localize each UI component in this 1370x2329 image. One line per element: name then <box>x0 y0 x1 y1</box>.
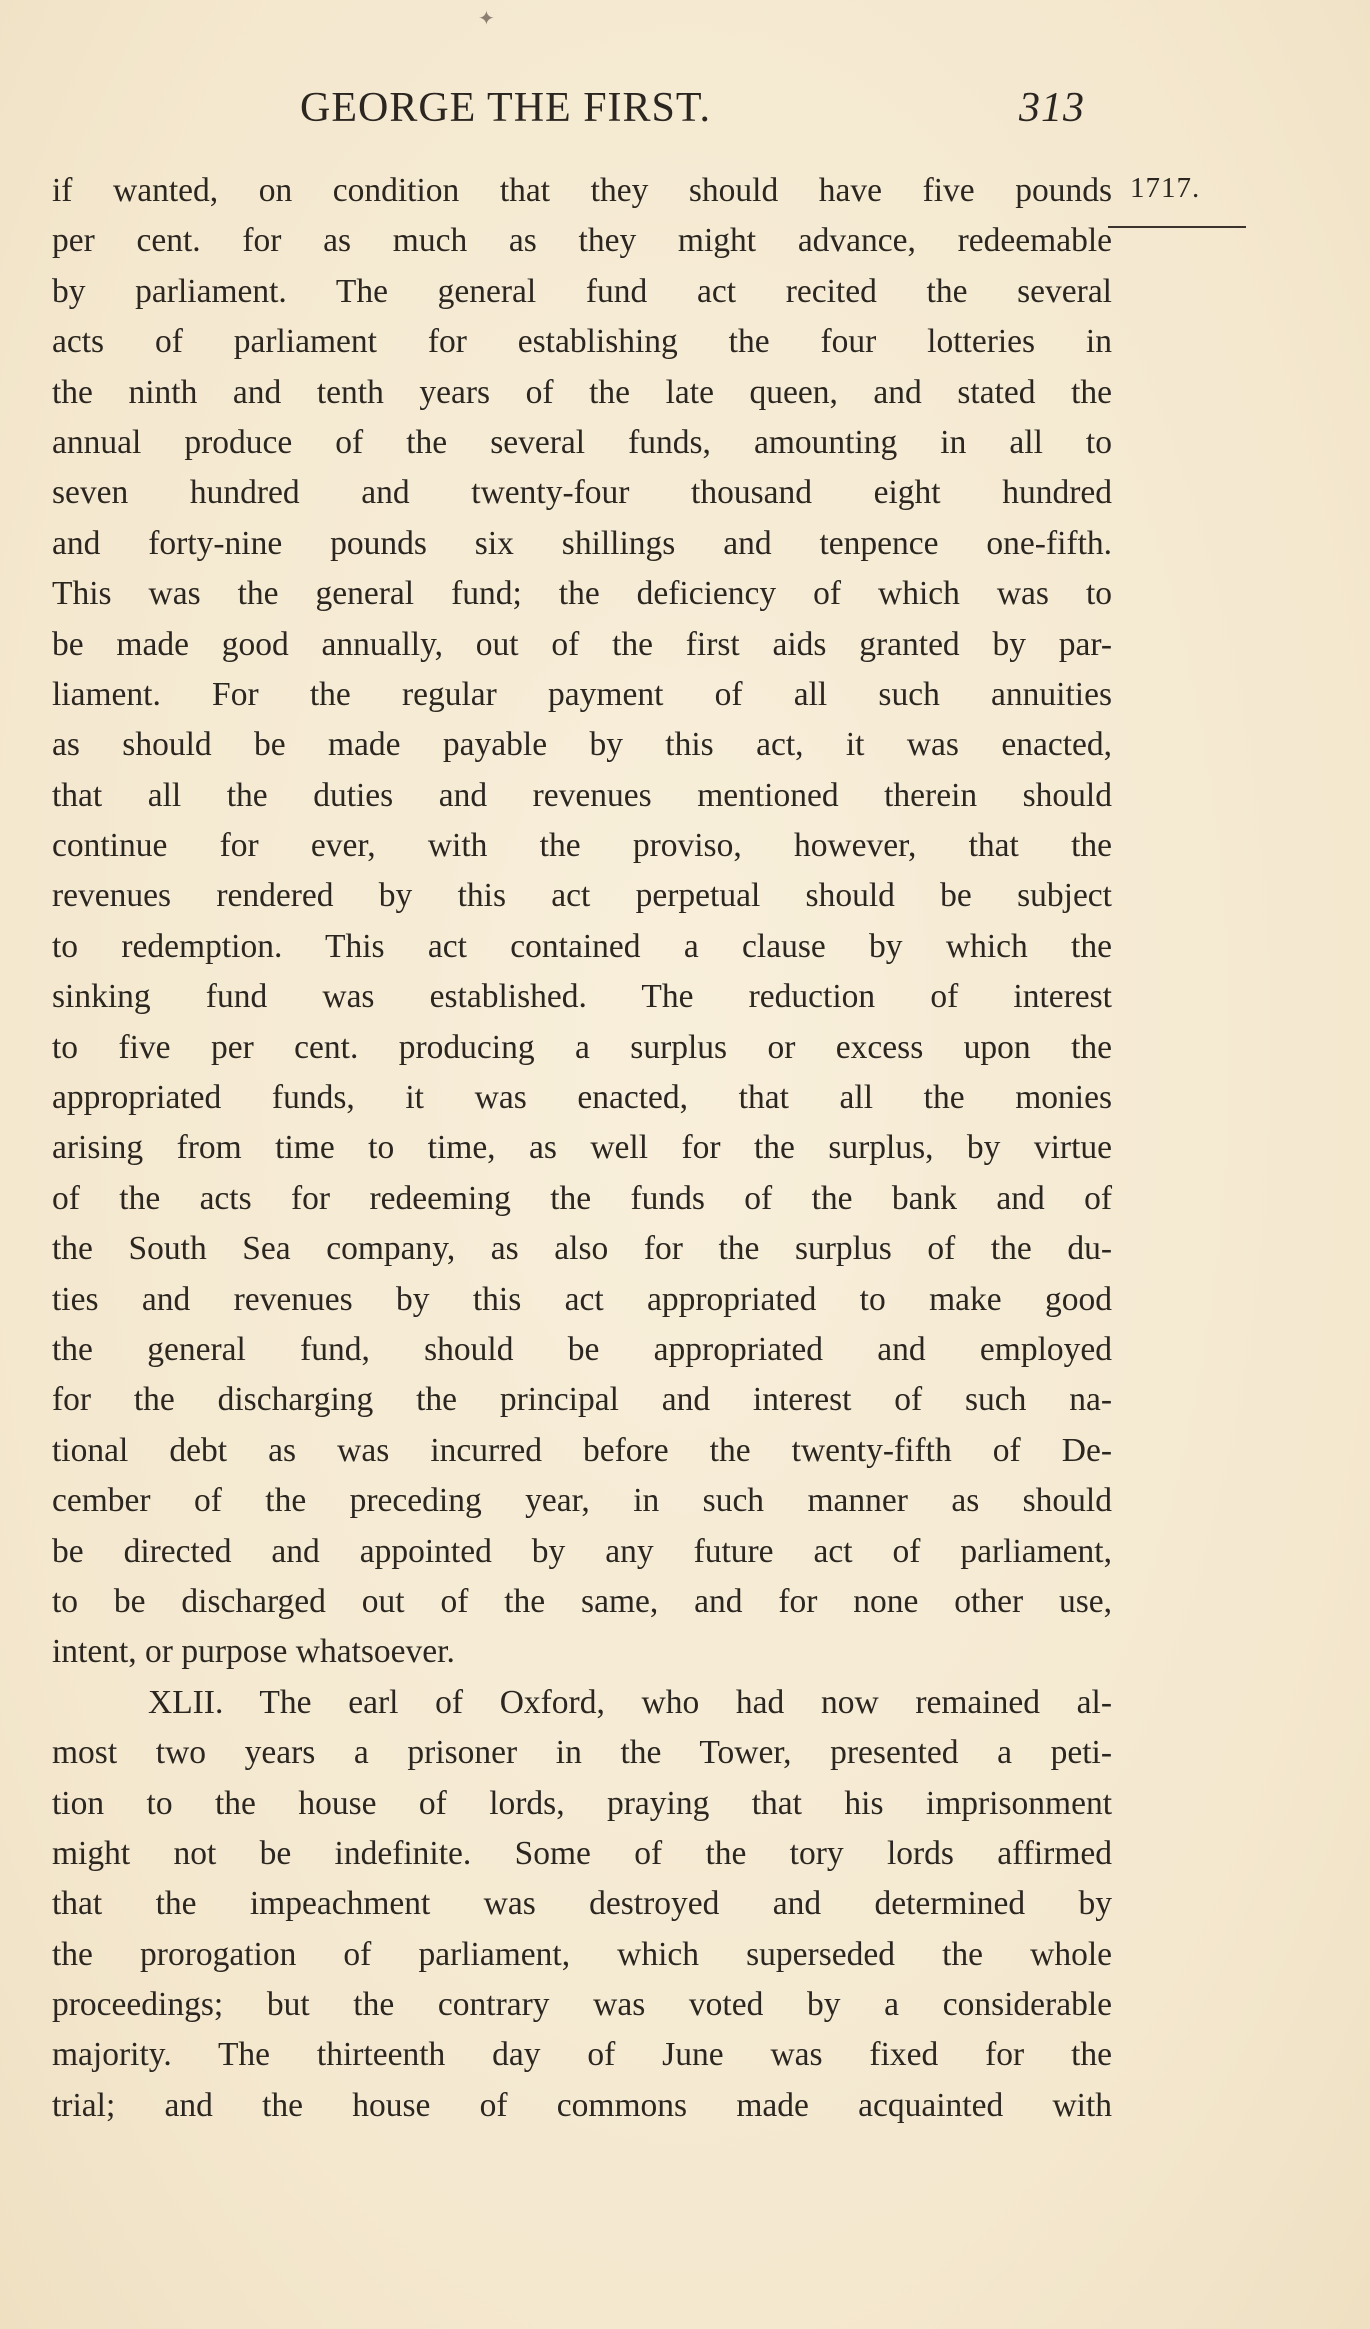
margin-rule <box>1108 226 1246 228</box>
text-line: annual produce of the several funds, amounting in all to <box>52 423 1112 461</box>
text-line: most two years a prisoner in the Tower, presented a peti- <box>52 1734 1112 1772</box>
text-line: sinking fund was established. The reduction of interest <box>52 978 1112 1016</box>
text-line: per cent. for as much as they might advance, redeemable <box>52 222 1112 260</box>
text-line: trial; and the house of commons made acquainted with <box>52 2086 1112 2124</box>
text-line: the prorogation of parliament, which superseded the whole <box>52 1935 1112 1973</box>
text-line: acts of parliament for establishing the four lotteries in <box>52 323 1112 361</box>
text-line: the ninth and tenth years of the late queen, and stated the <box>52 373 1112 411</box>
text-line: as should be made payable by this act, it was enacted, <box>52 726 1112 764</box>
text-line: to five per cent. producing a surplus or excess upon the <box>52 1028 1112 1066</box>
text-line: if wanted, on condition that they should have five pounds <box>52 172 1112 209</box>
text-line: majority. The thirteenth day of June was fixed for the <box>52 2036 1112 2074</box>
text-line: continue for ever, with the proviso, however, that the <box>52 827 1112 865</box>
text-line: proceedings; but the contrary was voted by a considerable <box>52 1986 1112 2024</box>
text-line: that all the duties and revenues mentioned therein should <box>52 776 1112 814</box>
text-line: to redemption. This act contained a clause by which the <box>52 927 1112 965</box>
text-line: revenues rendered by this act perpetual should be subject <box>52 877 1112 915</box>
text-line: the general fund, should be appropriated and employed <box>52 1330 1112 1368</box>
text-line: for the discharging the principal and interest of such na- <box>52 1381 1112 1419</box>
text-line: ties and revenues by this act appropriated to make good <box>52 1280 1112 1318</box>
text-line: and forty-nine pounds six shillings and tenpence one-fifth. <box>52 524 1112 562</box>
text-line: tional debt as was incurred before the twenty-fifth of De- <box>52 1431 1112 1469</box>
margin-year-note: 1717. <box>1130 172 1201 204</box>
section-start-line: XLII. The earl of Oxford, who had now remained al- <box>148 1683 1112 1721</box>
body-text <box>52 166 1112 2131</box>
text-line: arising from time to time, as well for the surplus, by virtue <box>52 1129 1112 1167</box>
text-line: the South Sea company, as also for the surplus of the du- <box>52 1230 1112 1268</box>
text-line: might not be indefinite. Some of the tory lords affirmed <box>52 1834 1112 1872</box>
text-line: be directed and appointed by any future act of parliament, <box>52 1532 1112 1570</box>
text-line: seven hundred and twenty-four thousand eight hundred <box>52 474 1112 512</box>
text-line: intent, or purpose whatsoever. <box>52 1633 455 1671</box>
text-line: that the impeachment was destroyed and determined by <box>52 1885 1112 1923</box>
text-line: of the acts for redeeming the funds of the bank and of <box>52 1179 1112 1217</box>
text-line: appropriated funds, it was enacted, that all the monies <box>52 1079 1112 1117</box>
text-line: be made good annually, out of the first aids granted by par- <box>52 625 1112 663</box>
ornament-mark: ✦ <box>478 8 495 30</box>
text-line: by parliament. The general fund act recited the several <box>52 272 1112 310</box>
running-head <box>300 84 1085 144</box>
text-line: This was the general fund; the deficiency of which was to <box>52 575 1112 613</box>
text-line: to be discharged out of the same, and for none other use, <box>52 1582 1112 1620</box>
text-line: cember of the preceding year, in such manner as should <box>52 1482 1112 1520</box>
page-number: 313 <box>1019 85 1085 131</box>
text-line: tion to the house of lords, praying that his imprisonment <box>52 1784 1112 1822</box>
text-line: liament. For the regular payment of all such annuities <box>52 675 1112 713</box>
running-head-title: GEORGE THE FIRST. <box>300 85 711 131</box>
